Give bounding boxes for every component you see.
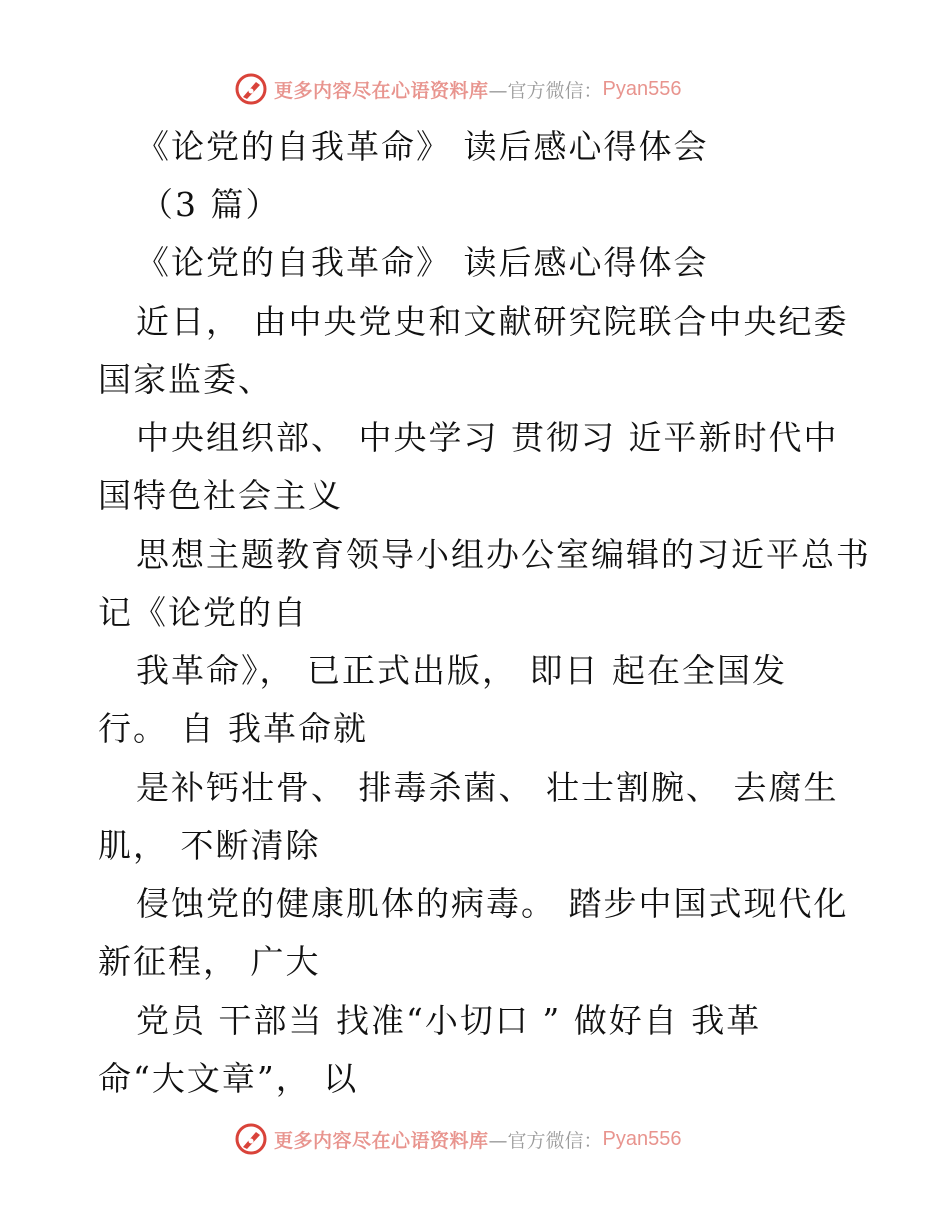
watermark-wechat-id: Pyan556: [602, 77, 682, 100]
document-title: 《论党的自我革命》 读后感心得体会: [136, 127, 709, 166]
pen-logo-icon: [234, 72, 268, 106]
watermark-separator: —官方微信：: [488, 1129, 603, 1152]
watermark-footer: [234, 1122, 682, 1156]
pen-logo-icon: [234, 1122, 268, 1156]
body-line: 是补钙壮骨、 排毒杀菌、 壮士割腕、 去腐生: [136, 768, 839, 807]
body-line: 肌， 不断清除: [98, 826, 321, 865]
body-line: 新征程， 广大: [98, 942, 321, 981]
watermark-main-text: 更多内容尽在心语资料库: [274, 1129, 489, 1152]
watermark-header: [234, 72, 682, 106]
watermark-main-text: 更多内容尽在心语资料库: [274, 79, 489, 102]
body-line: 党员 干部当 找准“小切口 ” 做好自 我革: [136, 1001, 762, 1040]
body-line: 行。 自 我革命就: [98, 709, 368, 748]
body-line: 国特色社会主义: [98, 476, 343, 515]
document-subtitle: （3 篇）: [140, 185, 281, 224]
body-line: 记《论党的自: [98, 593, 308, 632]
section-title: 《论党的自我革命》 读后感心得体会: [136, 243, 709, 282]
body-line: 思想主题教育领导小组办公室编辑的习近平总书: [136, 535, 871, 574]
body-line: 命“大文章”， 以: [98, 1059, 359, 1098]
body-line: 侵蚀党的健康肌体的病毒。 踏步中国式现代化: [136, 884, 849, 923]
watermark-separator: —官方微信：: [488, 79, 603, 102]
body-line: 中央组织部、 中央学习 贯彻习 近平新时代中: [136, 418, 839, 457]
body-line: 近日， 由中央党史和文献研究院联合中央纪委: [136, 302, 849, 341]
body-line: 我革命》， 已正式出版， 即日 起在全国发: [136, 651, 787, 690]
body-line: 国家监委、: [98, 360, 273, 399]
watermark-wechat-id: Pyan556: [602, 1127, 682, 1150]
